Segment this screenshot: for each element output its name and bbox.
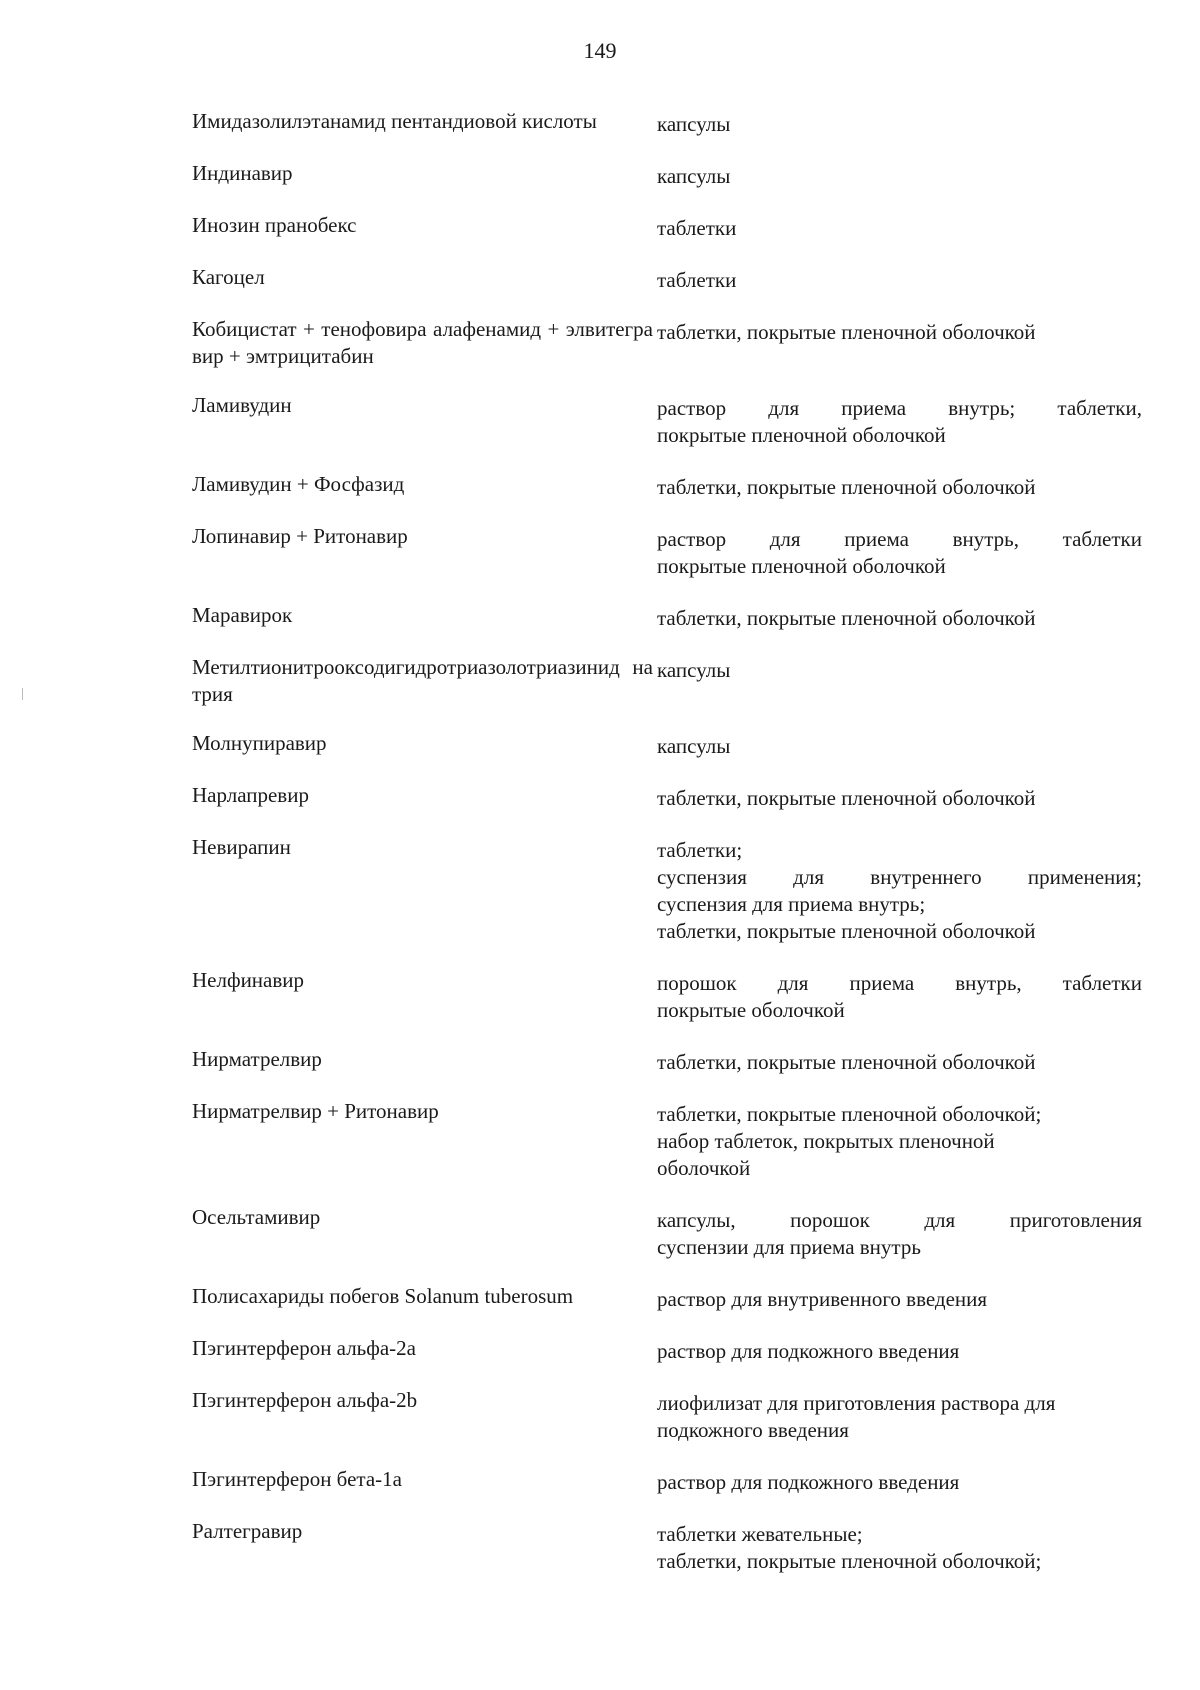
drug-name: Метилтионитрооксодигидротриазолотриазинид натрия	[192, 655, 653, 706]
drug-entry	[192, 1098, 1142, 1182]
drug-name: Ралтегравир	[192, 1519, 303, 1543]
drug-list	[192, 108, 1142, 1597]
drug-form-line: покрытые пленочной оболочкой	[657, 423, 946, 447]
drug-name: Нирматрелвир	[192, 1047, 322, 1071]
drug-form-line: порошок для приема внутрь, таблетки	[657, 971, 1142, 995]
drug-form-line: покрытые оболочкой	[657, 998, 845, 1022]
drug-form	[657, 267, 1142, 294]
drug-form-line: суспензия для внутреннего применения;	[657, 865, 1142, 889]
drug-form	[657, 215, 1142, 242]
drug-form	[657, 1521, 1142, 1575]
drug-entry	[192, 392, 1142, 449]
drug-name: Ламивудин + Фосфазид	[192, 472, 405, 496]
drug-form-line: раствор для приема внутрь; таблетки,	[657, 396, 1142, 420]
drug-form	[657, 395, 1142, 449]
drug-form	[657, 1469, 1142, 1496]
drug-form-line: капсулы	[657, 112, 731, 136]
drug-form-line: суспензия для приема внутрь;	[657, 892, 926, 916]
drug-name: Кобицистат + тенофовира алафенамид + элвитегравир + эмтрицитабин	[192, 317, 653, 368]
drug-form-line: таблетки, покрытые пленочной оболочкой;	[657, 1102, 1042, 1126]
drug-form	[657, 163, 1142, 190]
drug-form	[657, 785, 1142, 812]
drug-entry	[192, 1046, 1142, 1076]
drug-form	[657, 837, 1142, 945]
drug-form-line: капсулы, порошок для приготовления	[657, 1208, 1142, 1232]
drug-name: Молнупиравир	[192, 731, 327, 755]
drug-form	[657, 605, 1142, 632]
drug-entry	[192, 108, 1142, 138]
drug-entry	[192, 1204, 1142, 1261]
drug-name: Пэгинтерферон альфа-2b	[192, 1388, 418, 1412]
drug-form-line: раствор для внутривенного введения	[657, 1287, 988, 1311]
drug-form-line: таблетки жевательные;	[657, 1522, 863, 1546]
drug-form-line: подкожного введения	[657, 1418, 849, 1442]
drug-name: Нелфинавир	[192, 968, 305, 992]
drug-name: Невирапин	[192, 835, 291, 859]
drug-form-line: таблетки, покрытые пленочной оболочкой	[657, 1050, 1036, 1074]
drug-entry	[192, 471, 1142, 501]
drug-entry	[192, 782, 1142, 812]
drug-name: Пэгинтерферон бета-1а	[192, 1467, 402, 1491]
drug-name: Лопинавир + Ритонавир	[192, 524, 408, 548]
drug-form-line: таблетки	[657, 216, 737, 240]
drug-form	[657, 657, 1142, 684]
drug-form-line: таблетки, покрытые пленочной оболочкой	[657, 320, 1036, 344]
drug-form	[657, 1207, 1142, 1261]
drug-entry	[192, 1387, 1142, 1444]
drug-name: Маравирок	[192, 603, 293, 627]
drug-name: Имидазолилэтанамид пентандиовой кислоты	[192, 109, 597, 133]
drug-form-line: набор таблеток, покрытых пленочной	[657, 1129, 995, 1153]
drug-entry	[192, 1518, 1142, 1575]
drug-form-line: таблетки	[657, 268, 737, 292]
drug-entry	[192, 1335, 1142, 1365]
drug-name: Ламивудин	[192, 393, 292, 417]
drug-form	[657, 1049, 1142, 1076]
margin-mark	[22, 688, 23, 700]
drug-form	[657, 111, 1142, 138]
drug-form-line: таблетки, покрытые пленочной оболочкой	[657, 606, 1036, 630]
drug-entry	[192, 730, 1142, 760]
drug-form	[657, 1101, 1142, 1182]
drug-form	[657, 526, 1142, 580]
drug-name: Нирматрелвир + Ритонавир	[192, 1099, 439, 1123]
drug-form-line: лиофилизат для приготовления раствора для	[657, 1391, 1056, 1415]
drug-entry	[192, 654, 1142, 708]
drug-form-line: покрытые пленочной оболочкой	[657, 554, 946, 578]
drug-form	[657, 1286, 1142, 1313]
drug-entry	[192, 602, 1142, 632]
drug-form-line: капсулы	[657, 164, 731, 188]
drug-form	[657, 474, 1142, 501]
drug-entry	[192, 160, 1142, 190]
drug-name: Полисахариды побегов Solanum tuberosum	[192, 1284, 574, 1308]
drug-form	[657, 1338, 1142, 1365]
drug-form-line: таблетки, покрытые пленочной оболочкой;	[657, 1549, 1042, 1573]
drug-entry	[192, 316, 1142, 370]
drug-entry	[192, 834, 1142, 945]
drug-name: Индинавир	[192, 161, 293, 185]
drug-entry	[192, 264, 1142, 294]
drug-form-line: таблетки, покрытые пленочной оболочкой	[657, 786, 1036, 810]
drug-entry	[192, 1466, 1142, 1496]
drug-form-line: оболочкой	[657, 1156, 751, 1180]
drug-form-line: капсулы	[657, 734, 731, 758]
drug-name: Кагоцел	[192, 265, 265, 289]
drug-name: Осельтамивир	[192, 1205, 321, 1229]
drug-form-line: раствор для приема внутрь, таблетки	[657, 527, 1142, 551]
page-number: 149	[583, 38, 617, 63]
drug-form-line: суспензии для приема внутрь	[657, 1235, 921, 1259]
drug-entry	[192, 967, 1142, 1024]
drug-form	[657, 319, 1142, 346]
drug-form-line: таблетки, покрытые пленочной оболочкой	[657, 475, 1036, 499]
drug-entry	[192, 212, 1142, 242]
drug-form-line: таблетки, покрытые пленочной оболочкой	[657, 919, 1036, 943]
drug-form-line: раствор для подкожного введения	[657, 1470, 960, 1494]
drug-entry	[192, 523, 1142, 580]
drug-form-line: таблетки;	[657, 838, 743, 862]
drug-name: Инозин пранобекс	[192, 213, 357, 237]
drug-form-line: капсулы	[657, 658, 731, 682]
drug-form	[657, 970, 1142, 1024]
drug-form	[657, 733, 1142, 760]
drug-name: Нарлапревир	[192, 783, 309, 807]
drug-entry	[192, 1283, 1142, 1313]
drug-form-line: раствор для подкожного введения	[657, 1339, 960, 1363]
drug-form	[657, 1390, 1142, 1444]
drug-name: Пэгинтерферон альфа-2а	[192, 1336, 416, 1360]
